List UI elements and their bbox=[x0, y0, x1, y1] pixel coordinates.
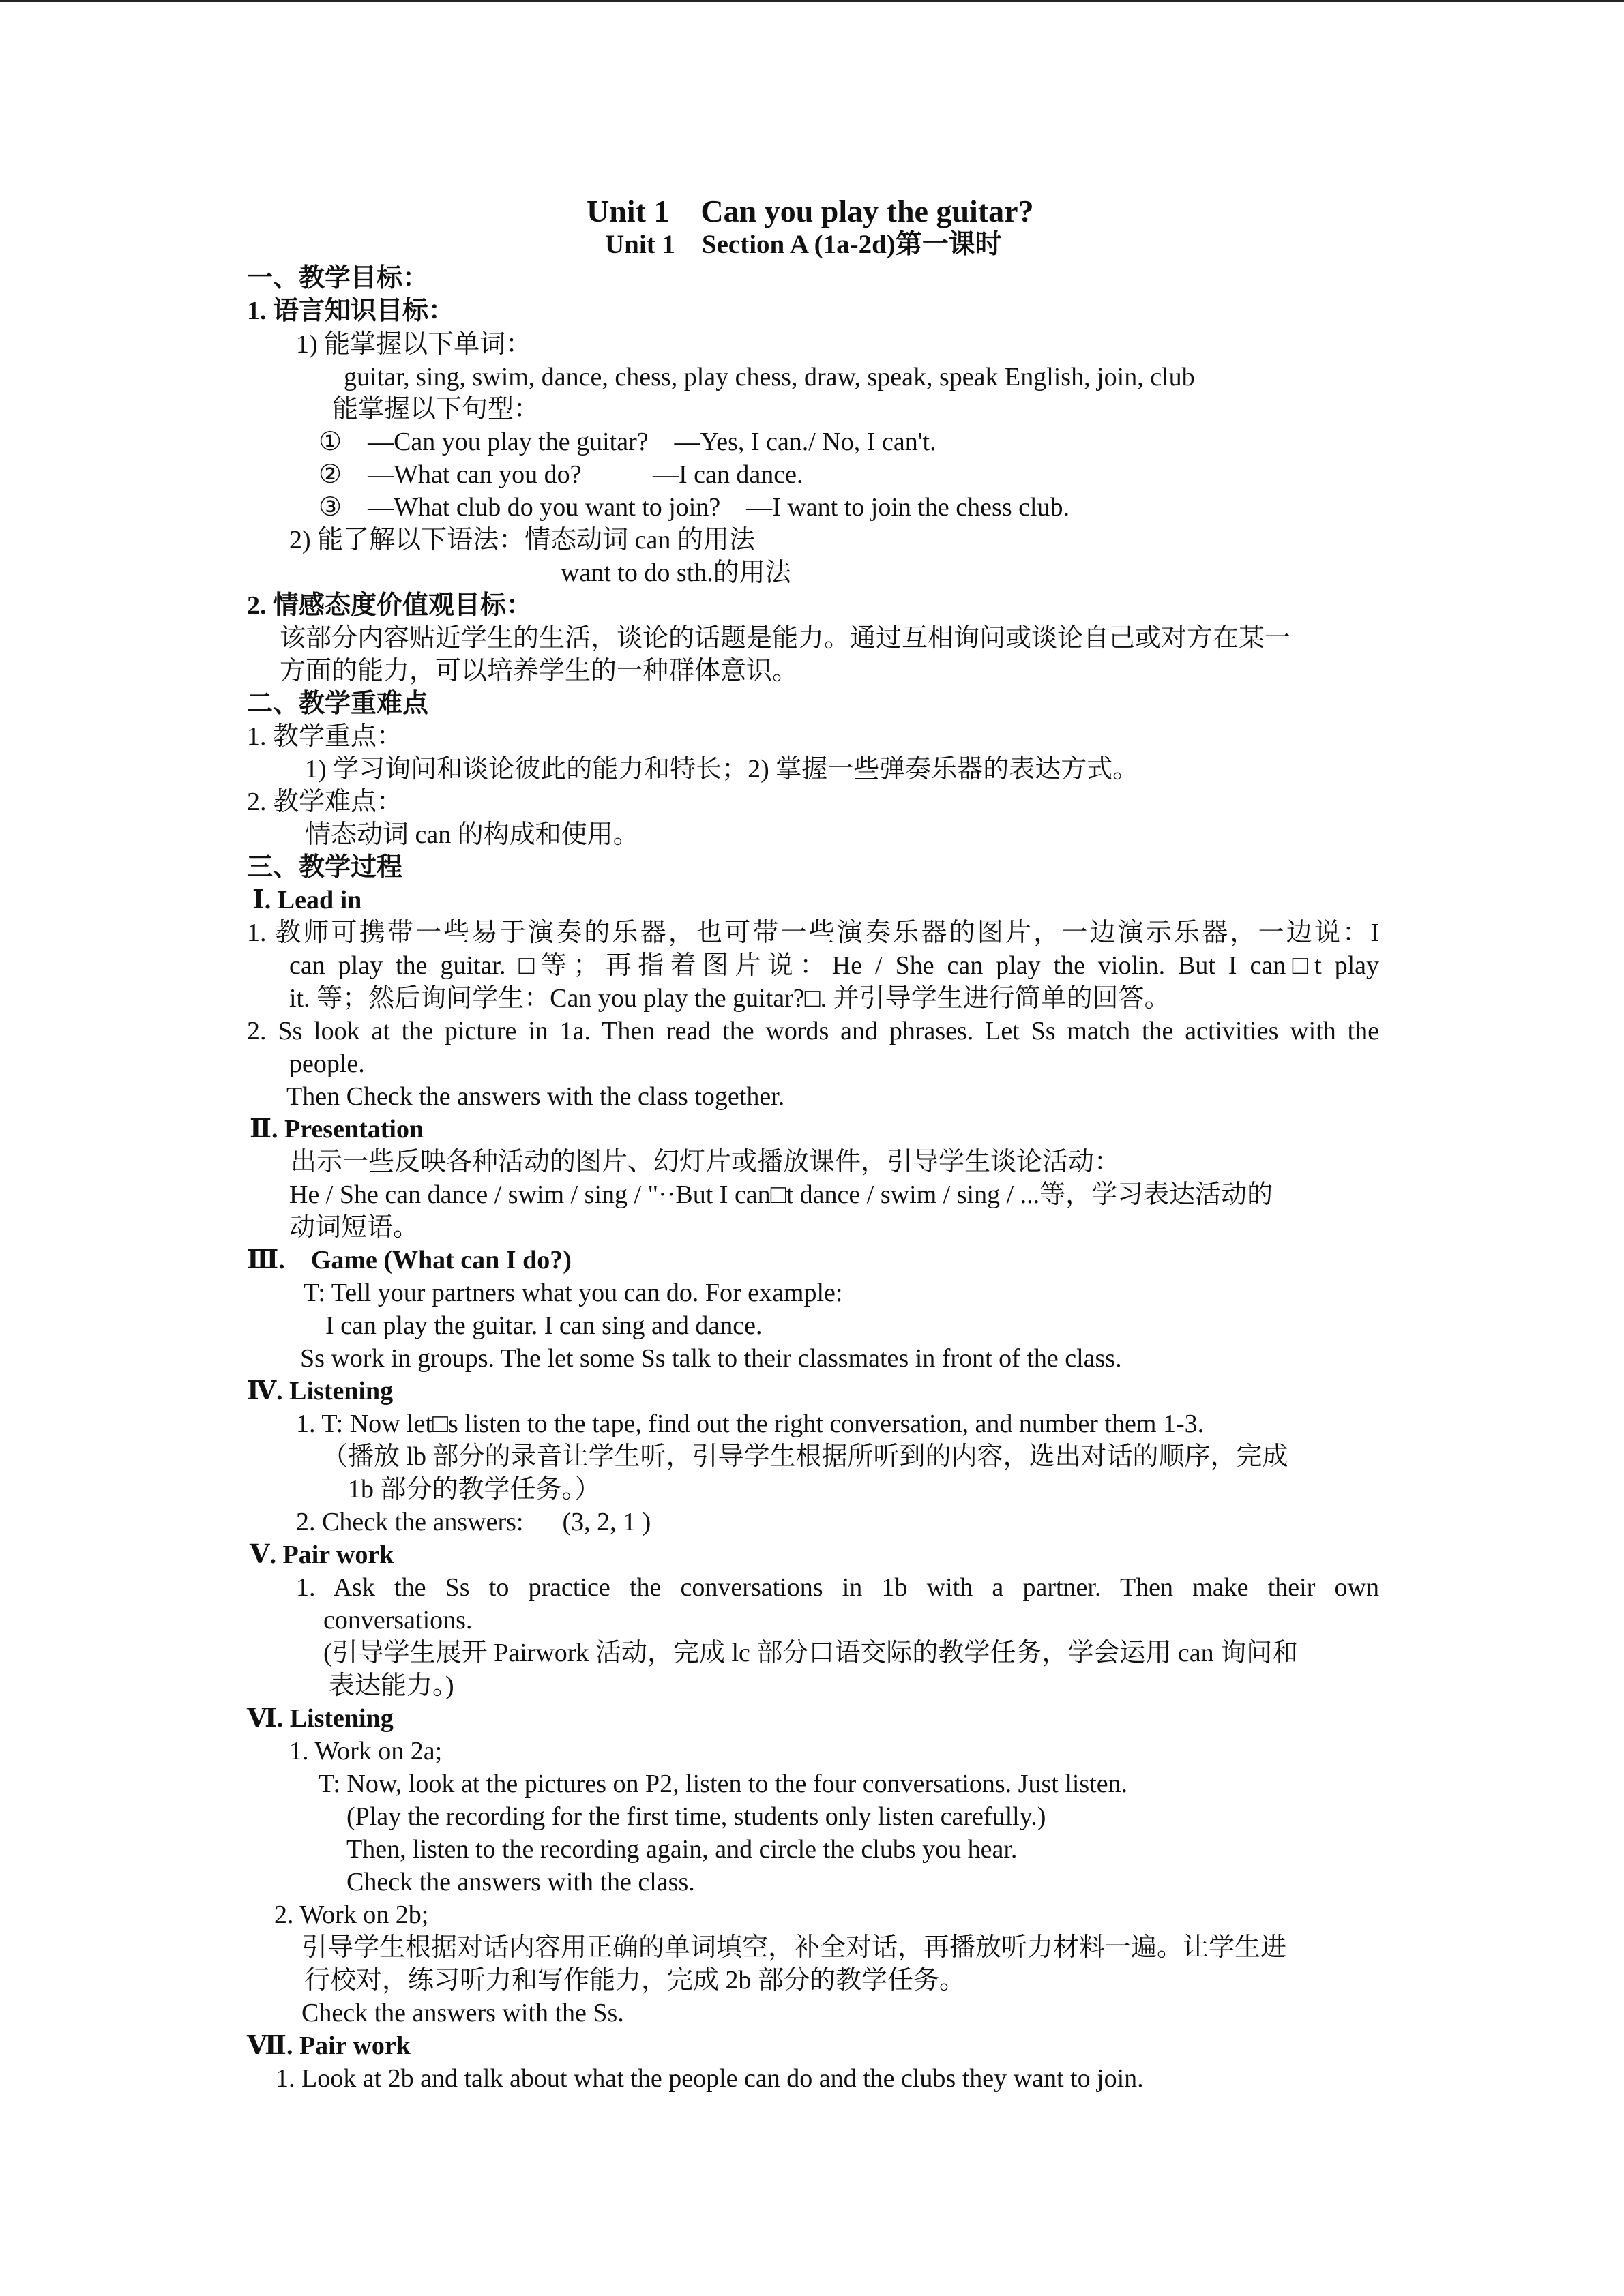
step-heading: Ⅵ. Listening bbox=[247, 1704, 394, 1733]
text-line: Then, listen to the recording again, and circle the clubs you hear. bbox=[346, 1835, 1018, 1864]
text-line: 该部分内容贴近学生的生活，谈论的话题是能力。通过互相询问或谈论自己或对方在某一 bbox=[280, 624, 1291, 653]
text-line: 1. Ask the Ss to practice the conversations in 1b with a partner. Then make their own bbox=[296, 1573, 1379, 1602]
subsection-heading: 2. 情感态度价值观目标： bbox=[247, 591, 533, 620]
sentence-pattern: ③ —What club do you want to join? —I want to join the chess club. bbox=[319, 493, 1070, 522]
text-line: people. bbox=[289, 1049, 365, 1078]
text-line: 2. Ss look at the picture in 1a. Then read the words and phrases. Let Ss match the activities with the bbox=[247, 1017, 1379, 1045]
step-heading: Ⅳ. Listening bbox=[247, 1377, 394, 1405]
text-line: 2) 能了解以下语法：情态动词 can 的用法 bbox=[289, 526, 755, 554]
text-line: 动词短语。 bbox=[289, 1213, 419, 1242]
text-line: 2. Check the answers: (3, 2, 1 ) bbox=[296, 1508, 651, 1536]
text-line: （播放 lb 部分的录音让学生听，引导学生根据所听到的内容，选出对话的顺序，完成 bbox=[322, 1442, 1288, 1471]
text-line: 1b 部分的教学任务。） bbox=[348, 1475, 601, 1504]
step-heading: Ⅱ. Presentation bbox=[250, 1115, 424, 1144]
text-line: Ss work in groups. The let some Ss talk to their classmates in front of the class. bbox=[300, 1344, 1122, 1373]
step-heading: Ⅴ. Pair work bbox=[250, 1540, 394, 1569]
text-line: 1. 教学重点： bbox=[247, 722, 403, 751]
text-line: 2. 教学难点： bbox=[247, 788, 403, 816]
text-line: 1. Work on 2a; bbox=[289, 1737, 443, 1765]
text-line: 1. Look at 2b and talk about what the people can do and the clubs they want to join. bbox=[276, 2064, 1144, 2093]
text-line: 出示一些反映各种活动的图片、幻灯片或播放课件，引导学生谈论活动： bbox=[291, 1148, 1121, 1176]
page-title: Unit 1 Can you play the guitar? bbox=[587, 194, 1034, 228]
text-line: Check the answers with the Ss. bbox=[301, 1999, 624, 2027]
text-line: 2. Work on 2b; bbox=[274, 1900, 429, 1929]
text-line: He / She can dance / swim / sing / "··But I can□t dance / swim / sing / ...等，学习表达活动的 bbox=[289, 1180, 1273, 1209]
text-line: Check the answers with the class. bbox=[346, 1868, 695, 1896]
text-line: I can play the guitar. I can sing and dance. bbox=[325, 1311, 763, 1340]
sentence-pattern: ① —Can you play the guitar? —Yes, I can./ No, I can't. bbox=[319, 428, 936, 456]
section-heading: 一、教学目标： bbox=[247, 264, 429, 293]
text-line: can play the guitar. □等；再指着图片说：He / She can play the violin. But I can□t play bbox=[289, 951, 1379, 980]
step-heading: Ⅰ. Lead in bbox=[252, 886, 362, 914]
text-line: Then Check the answers with the class together. bbox=[286, 1082, 785, 1111]
text-line: 引导学生根据对话内容用正确的单词填空，补全对话，再播放听力材料一遍。让学生进 bbox=[301, 1933, 1287, 1962]
text-line: T: Now, look at the pictures on P2, listen to the four conversations. Just listen. bbox=[319, 1770, 1128, 1798]
top-border bbox=[0, 0, 1624, 2]
sentence-pattern: ② —What can you do? —I can dance. bbox=[319, 460, 803, 489]
text-line: (引导学生展开 Pairwork 活动，完成 lc 部分口语交际的教学任务，学会运用 can 询问和 bbox=[323, 1639, 1299, 1667]
text-line: 1) 能掌握以下单词： bbox=[296, 330, 532, 359]
text-line: 1. T: Now let□s listen to the tape, find out the right conversation, and number them 1-3. bbox=[296, 1410, 1205, 1438]
step-heading: Ⅲ. Game (What can I do?) bbox=[247, 1246, 572, 1274]
text-line: 1. 教师可携带一些易于演奏的乐器，也可带一些演奏乐器的图片，一边演示乐器，一边说：I bbox=[247, 919, 1379, 947]
section-heading: 三、教学过程 bbox=[247, 853, 403, 882]
text-line: 情态动词 can 的构成和使用。 bbox=[305, 820, 639, 849]
text-line: 方面的能力，可以培养学生的一种群体意识。 bbox=[280, 657, 799, 685]
text-line: 能掌握以下句型： bbox=[332, 395, 540, 423]
text-line: it. 等；然后询问学生：Can you play the guitar?□. 并引导学生进行简单的回答。 bbox=[289, 984, 1170, 1013]
text-line: 1) 学习询问和谈论彼此的能力和特长；2) 掌握一些弹奏乐器的表达方式。 bbox=[305, 755, 1139, 784]
page-subtitle: Unit 1 Section A (1a-2d)第一课时 bbox=[605, 230, 1002, 259]
text-line: 表达能力。) bbox=[329, 1671, 454, 1700]
section-heading: 二、教学重难点 bbox=[247, 689, 429, 718]
text-line: T: Tell your partners what you can do. For example: bbox=[304, 1279, 843, 1307]
subsection-heading: 1. 语言知识目标： bbox=[247, 297, 455, 325]
text-line: (Play the recording for the first time, students only listen carefully.) bbox=[346, 1802, 1046, 1831]
text-line: want to do sth.的用法 bbox=[561, 558, 791, 587]
vocabulary-line: guitar, sing, swim, dance, chess, play chess, draw, speak, speak English, join, club bbox=[344, 363, 1195, 391]
text-line: 行校对，练习听力和写作能力，完成 2b 部分的教学任务。 bbox=[304, 1966, 966, 1995]
step-heading: Ⅶ. Pair work bbox=[247, 2031, 411, 2060]
text-line: conversations. bbox=[323, 1606, 473, 1635]
